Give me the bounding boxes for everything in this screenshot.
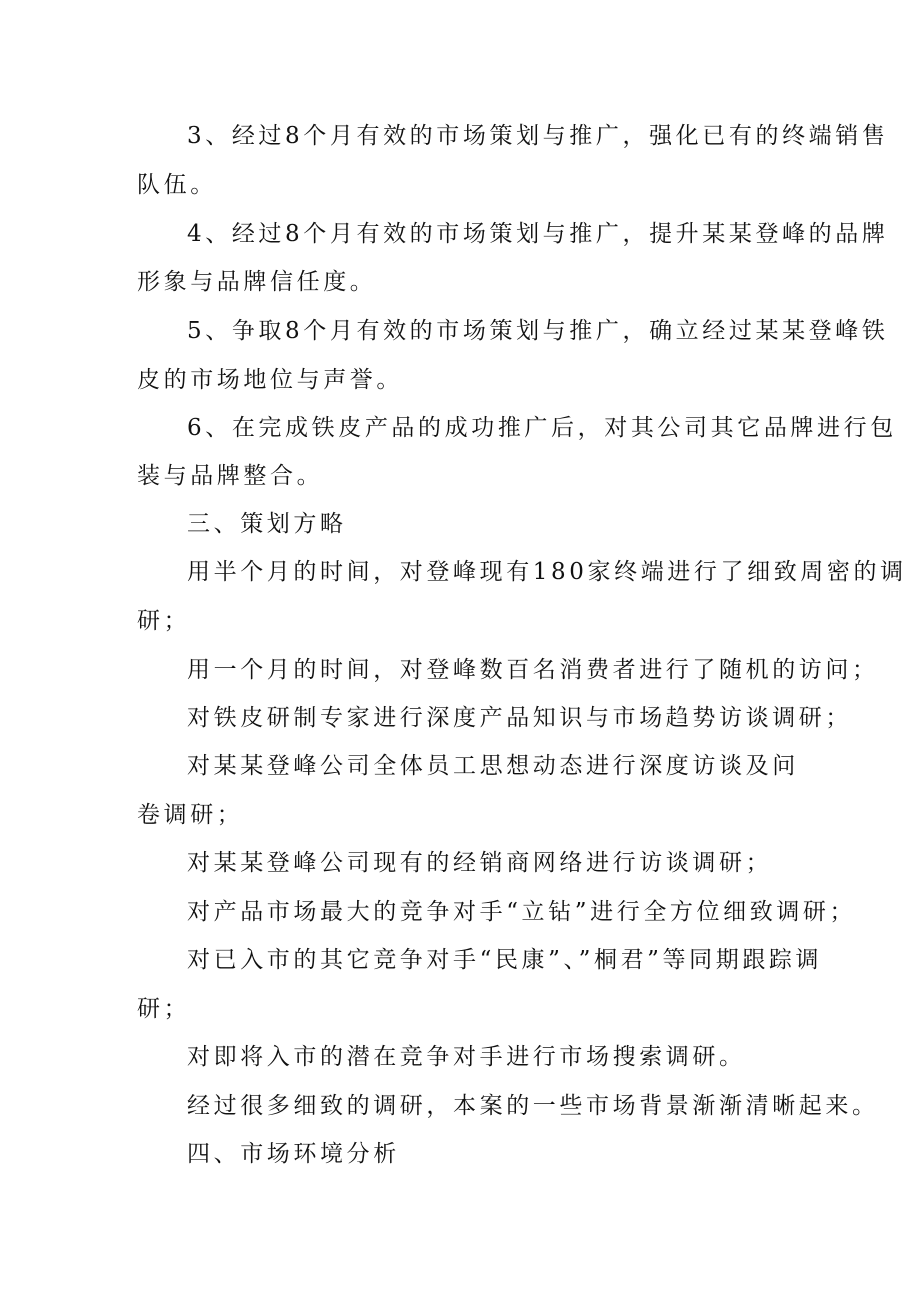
- research-item-8: 对即将入市的潜在竞争对手进行市场搜索调研。: [187, 1044, 746, 1070]
- research-item-5: 对某某登峰公司现有的经销商网络进行访谈调研；: [187, 850, 773, 876]
- objective-4-line-2: 形象与品牌信任度。: [137, 269, 377, 295]
- section-three-heading: 三、策划方略: [187, 511, 347, 537]
- research-item-1-line-2: 研；: [137, 608, 191, 634]
- objective-3-line-1: 3、经过8个月有效的市场策划与推广，强化已有的终端销售: [187, 123, 889, 149]
- objective-4-line-1: 4、经过8个月有效的市场策划与推广，提升某某登峰的品牌: [187, 221, 889, 247]
- research-item-7-line-1: 对已入市的其它竞争对手“民康”、”桐君”等同期跟踪调: [187, 947, 823, 973]
- research-item-2: 用一个月的时间，对登峰数百名消费者进行了随机的访问；: [187, 657, 879, 683]
- section-four-heading: 四、市场环境分析: [187, 1141, 400, 1167]
- research-item-4-line-1: 对某某登峰公司全体员工思想动态进行深度访谈及问: [187, 753, 799, 779]
- research-item-3: 对铁皮研制专家进行深度产品知识与市场趋势访谈调研；: [187, 705, 852, 731]
- objective-5-line-2: 皮的市场地位与声誉。: [137, 367, 403, 393]
- objective-5-line-1: 5、争取8个月有效的市场策划与推广，确立经过某某登峰铁: [187, 318, 889, 344]
- objective-6-line-1: 6、在完成铁皮产品的成功推广后，对其公司其它品牌进行包: [187, 415, 897, 441]
- research-summary: 经过很多细致的调研，本案的一些市场背景渐渐清晰起来。: [187, 1093, 879, 1119]
- research-item-6: 对产品市场最大的竞争对手“立钻”进行全方位细致调研；: [187, 899, 857, 925]
- objective-6-line-2: 装与品牌整合。: [137, 463, 324, 489]
- research-item-1-line-1: 用半个月的时间，对登峰现有180家终端进行了细致周密的调: [187, 559, 907, 585]
- research-item-7-line-2: 研；: [137, 996, 191, 1022]
- objective-3-line-2: 队伍。: [137, 172, 217, 198]
- research-item-4-line-2: 卷调研；: [137, 802, 244, 828]
